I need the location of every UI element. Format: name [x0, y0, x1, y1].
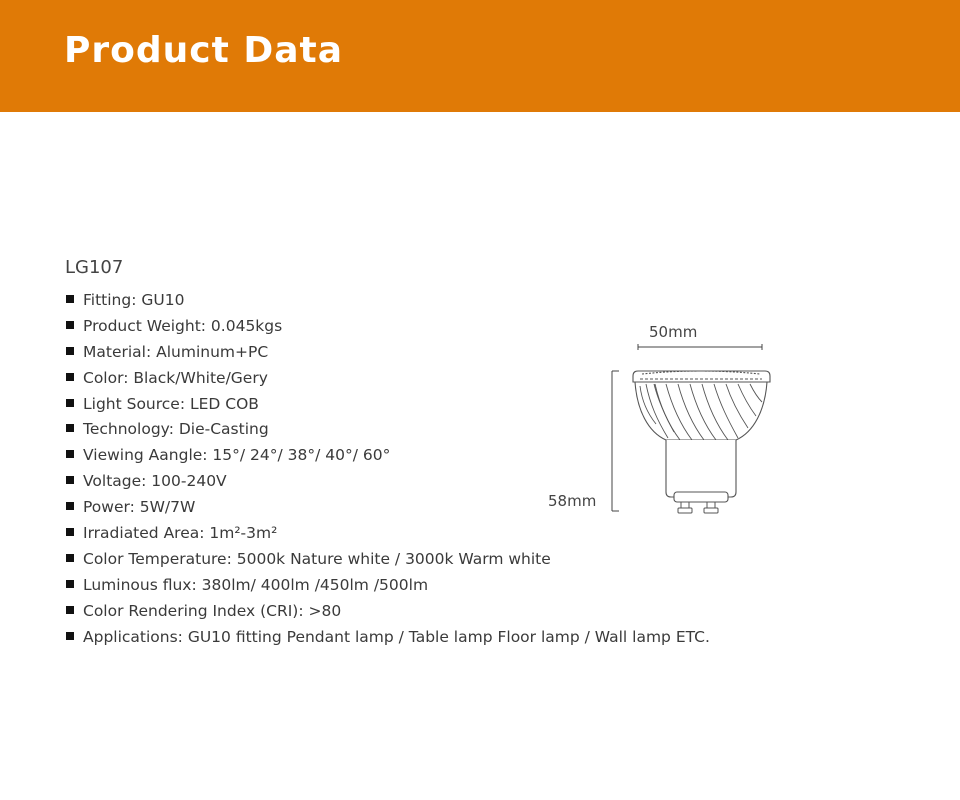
lamp-rim — [633, 371, 770, 382]
bullet-icon — [66, 399, 74, 407]
lamp-base — [666, 440, 736, 502]
lamp-body — [635, 382, 767, 440]
bullet-icon — [66, 373, 74, 381]
bullet-icon — [66, 321, 74, 329]
bullet-icon — [66, 554, 74, 562]
bullet-icon — [66, 606, 74, 614]
gu10-pins — [678, 502, 718, 513]
model-name: LG107 — [65, 257, 124, 278]
height-dimension-label: 58mm — [548, 492, 597, 510]
bullet-icon — [66, 580, 74, 588]
page-title: Product Data — [64, 30, 344, 71]
width-dimension-line — [638, 344, 762, 350]
header-banner — [0, 0, 960, 112]
bullet-icon — [66, 295, 74, 303]
bullet-icon — [66, 424, 74, 432]
bullet-icon — [66, 450, 74, 458]
gu10-lamp-diagram — [600, 340, 780, 520]
bullet-icon — [66, 476, 74, 484]
bullet-icon — [66, 502, 74, 510]
bullet-icon — [66, 528, 74, 536]
bullet-icon — [66, 347, 74, 355]
height-dimension-line — [612, 371, 619, 511]
bullet-icon — [66, 632, 74, 640]
width-dimension-label: 50mm — [649, 323, 698, 341]
